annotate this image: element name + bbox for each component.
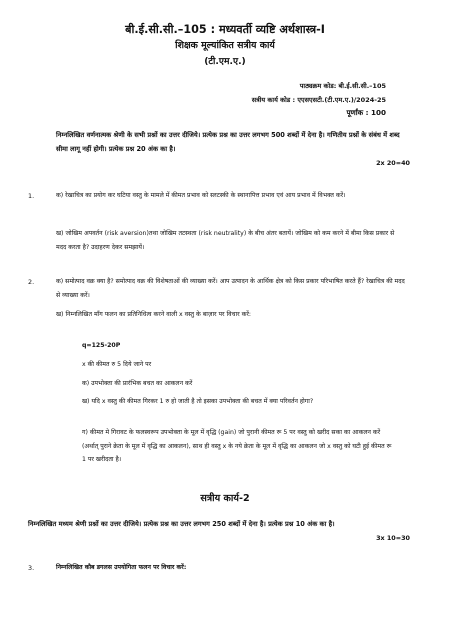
section1-marks: 2x 20=40 <box>376 159 410 167</box>
question-2b-ii: ख) यदि x वस्तु की कीमत गिरकर 1 रु हो जाती है तो इसका उपभोक्ता की बचत में क्या परिवर्तन होगा? <box>82 398 314 405</box>
question-3-number: 3. <box>28 564 35 572</box>
assignment-subtitle: शिक्षक मूल्यांकित सत्रीय कार्य <box>175 40 275 51</box>
question-2b: ख) निम्नलिखित माँग फलन का प्रतिनिधित्व करने वाली x वस्तु के बाज़ार पर विचार करें: <box>56 311 251 318</box>
section2-heading: सत्रीय कार्य-2 <box>200 493 250 504</box>
section2-marks: 3x 10=30 <box>376 534 410 542</box>
question-1-number: 1. <box>28 192 35 200</box>
given-price: x की कीमत रु 5 दिये जाने पर <box>82 361 152 368</box>
total-marks: पूर्णांक : 100 <box>346 108 386 117</box>
question-2a: क) समोत्पाद वक्र क्या है? समोत्पाद वक्र की विशेषताओं की व्याख्या करें। आप उत्पादन के आर्थिक क्षेत्र को किस प्रकार परिभाषित करते हैं? रेखाचित्र की मदद से व्याख्या करें। <box>56 278 405 299</box>
question-2b-i: क) उपभोक्ता की प्रारंभिक बचत का आकलन करें <box>82 380 193 387</box>
assignment-code: सत्रीय कार्य कोड : एएसएसटी.(टी.एम.ए.)/2024-25 <box>251 96 386 104</box>
question-2-number: 2. <box>28 278 35 286</box>
question-1b: ख) जोखिम अपवर्तन (risk aversion)तथा जोखिम तटस्थता (risk neutrality) के बीच अंतर बतायें। जोखिम को कम करने में बीमा किस प्रकार से मदद करता है? उदाहरण देकर समझायें। <box>56 230 395 251</box>
course-title: बी.ई.सी.सी.–105 : मध्यवर्ती व्यष्टि अर्थशास्त्र-I <box>125 23 325 36</box>
assignment-abbr: (टी.एम.ए.) <box>204 56 246 67</box>
section2-instruction: निम्नलिखित मध्यम श्रेणी प्रश्नों का उत्तर दीजिये। प्रत्येक प्रश्न का उत्तर लगभग 250 शब्दों में देना है। प्रत्येक प्रश्न 10 अंक का है। <box>28 520 335 528</box>
course-code: पाठ्यक्रम कोड: बी.ई.सी.सी.–105 <box>299 82 386 90</box>
section1-instruction: निम्नलिखित वर्णनात्मक श्रेणी के सभी प्रश्नों का उत्तर दीजिये। प्रत्येक प्रश्न का उत्तर लगभग 500 शब्दों में देना है। गणितीय प्रश्नों के संबंध में शब्द सीमा लागू नहीं होगी। प्रत्येक प्रश्न 20 अंक का है। <box>56 131 400 153</box>
question-2b-iii: ग) कीमत मे गिरावट के फलस्वरूप उपभोक्ता के मूल में वृद्धि (gain) जो पुरानी कीमत रू 5 पर वस्तु को खरीद सका का आकलन करें (अर्थात् पुराने क्रेता के मूल में वृद्धि का आकलन), साथ ही वस्तु x के नये क्रेता के मूल में वृद्धि का आकलन जो x वस्तु को घटी हुई कीमत रू 1 पर खरीदता है। <box>82 429 392 464</box>
demand-equation: q=125-20P <box>82 342 121 349</box>
question-1a: क) रेखाचित्र का प्रयोग कर घटिया वस्तु के मामले में कीमत प्रभाव को स्लटस्की के स्थानापित्त प्रभाव एवं आय प्रभाव में विभक्त करें। <box>56 192 346 199</box>
question-3: निम्नलिखित कौब डगलस उपयोगिता फलन पर विचार करें: <box>56 564 187 571</box>
